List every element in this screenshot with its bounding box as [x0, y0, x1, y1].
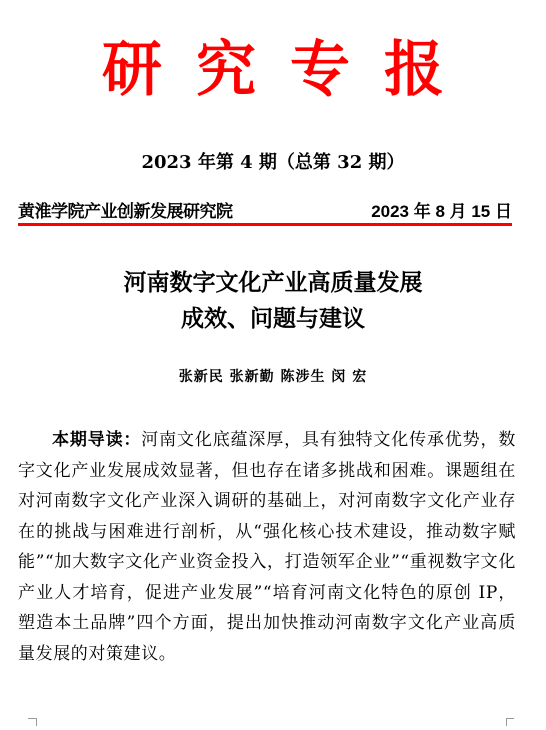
- lead-label: 本期导读：: [52, 430, 142, 450]
- article-title-line-2: 成效、问题与建议: [181, 305, 365, 332]
- masthead-title: 研究专报: [102, 35, 478, 105]
- publisher-info-line: [18, 199, 512, 225]
- page-crop-mark-right: [506, 718, 515, 726]
- red-divider-rule: [18, 223, 512, 226]
- institute-name: 黄淮学院产业创新发展研究院: [18, 202, 233, 222]
- lead-text: 河南文化底蕴深厚，具有独特文化传承优势，数字文化产业发展成效显著，但也存在诸多挑战和困难。课题组在对河南数字文化产业深入调研的基础上，对河南数字文化产业存在的挑战与困难进行剖析，从“强化核心技术建设，推动数字赋能”“加大数字文化产业资金投入，打造领军企业”“重视数字文化产业人才培育，促进产业发展”“培育河南文化特色的原创 IP，塑造本土品牌”四个方面，提出加快推动河南数字文化产业高质量发展的对策建议。: [18, 430, 516, 664]
- article-title: [0, 265, 546, 337]
- publish-date: 2023 年 8 月 15 日: [371, 202, 512, 221]
- article-authors: 张新民 张新勤 陈涉生 闵 宏: [178, 369, 368, 385]
- issue-number: 2023 年第 4 期（总第 32 期）: [141, 152, 405, 173]
- article-title-line-1: 河南数字文化产业高质量发展: [123, 269, 423, 296]
- lead-paragraph: [18, 425, 516, 669]
- page-crop-mark-left: [28, 718, 37, 726]
